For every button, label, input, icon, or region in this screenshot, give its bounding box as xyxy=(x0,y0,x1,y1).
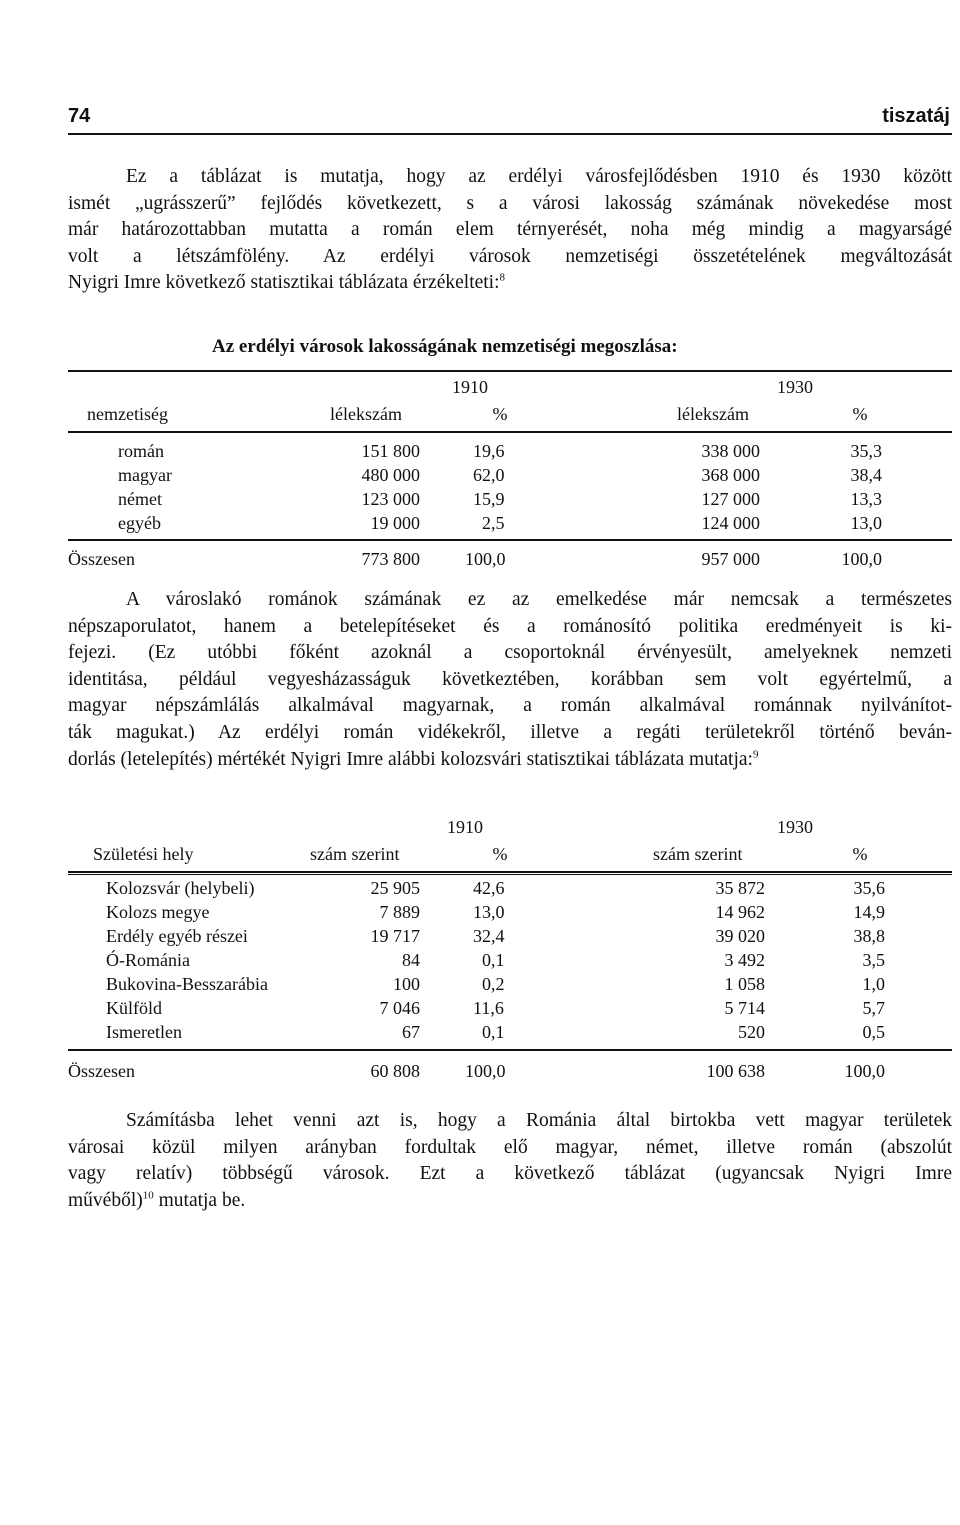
table2-cell-count-1910: 25 905 xyxy=(370,878,420,898)
header-rule xyxy=(68,133,952,135)
table1-total-count-1930: 957 000 xyxy=(701,549,760,569)
page-number: 74 xyxy=(68,105,91,127)
text-line: Számításba lehet venni azt is, hogy a Románia által birtokba vett magyar területek xyxy=(126,1110,952,1131)
table2-col-count-1910: szám szerint xyxy=(310,844,400,864)
table2-cell-count-1910: 84 xyxy=(402,950,420,970)
table1-cell-count-1910: 19 000 xyxy=(370,513,420,533)
table2-cell-pct-1910: 0,1 xyxy=(482,1022,505,1042)
table1-cell-pct-1910: 15,9 xyxy=(473,489,505,509)
table2-cell-count-1910: 67 xyxy=(402,1022,420,1042)
table1-col-count-1930: lélekszám xyxy=(677,404,749,424)
text-line-last xyxy=(68,1188,952,1215)
table2-col-count-1930: szám szerint xyxy=(653,844,743,864)
table2-header-rule xyxy=(68,871,952,873)
table2-col-birthplace: Születési hely xyxy=(93,844,194,864)
table1-cell-count-1930: 124 000 xyxy=(701,513,760,533)
table1-col-pct-1910: % xyxy=(492,404,508,424)
text-line: már határozottabban mutatta a román elem térnyerését, noha még mindig a magyarságé xyxy=(68,219,952,241)
table1-top-rule xyxy=(68,370,952,372)
table2-year-1910: 1910 xyxy=(447,817,483,837)
middle-paragraph xyxy=(68,587,952,773)
table2-cell-count-1910: 100 xyxy=(393,974,420,994)
table2-cell-pct-1910: 32,4 xyxy=(473,926,505,946)
text-line-content: művéből) xyxy=(68,1189,143,1211)
table2-cell-label: Bukovina-Besszarábia xyxy=(106,974,268,994)
table1-cell-pct-1910: 19,6 xyxy=(473,441,505,461)
table2-cell-count-1930: 520 xyxy=(738,1022,765,1042)
table2-cell-pct-1930: 14,9 xyxy=(853,902,885,922)
table2-cell-label: Kolozsvár (helybeli) xyxy=(106,878,255,898)
table2-total-rule xyxy=(68,1049,952,1051)
table1-cell-count-1910: 480 000 xyxy=(361,465,420,485)
table1-total-pct-1910: 100,0 xyxy=(465,549,506,569)
table2-cell-count-1930: 14 962 xyxy=(715,902,765,922)
text-line: Ez a táblázat is mutatja, hogy az erdélyi városfejlődésben 1910 és 1930 között xyxy=(126,166,952,187)
intro-paragraph xyxy=(68,164,952,297)
table2-year-1930: 1930 xyxy=(777,817,813,837)
footnote-ref: 8 xyxy=(499,271,506,284)
table2-cell-count-1930: 1 058 xyxy=(724,974,765,994)
table1-cell-count-1910: 151 800 xyxy=(361,441,420,461)
table1-total-rule xyxy=(68,539,952,541)
table1-total-pct-1930: 100,0 xyxy=(841,549,882,569)
table2-col-pct-1930: % xyxy=(852,844,868,864)
table2-cell-count-1910: 7 046 xyxy=(379,998,420,1018)
text-line: vagy relatív) többségű városok. Ezt a következő táblázat (ugyancsak Nyigri Imre xyxy=(68,1163,952,1185)
table1-cell-label: magyar xyxy=(118,465,172,485)
table2-cell-label: Erdély egyéb részei xyxy=(106,926,248,946)
text-line: városai közül milyen arányban fordultak elő magyar, német, illetve román (abszolút xyxy=(68,1136,952,1158)
table1-cell-count-1930: 127 000 xyxy=(701,489,760,509)
text-line: ták magukat.) Az erdélyi román vidékekről, illetve a regáti területekről történő beván- xyxy=(68,721,952,743)
table1-cell-pct-1930: 38,4 xyxy=(850,465,882,485)
footnote-ref: 9 xyxy=(752,748,759,761)
table2-cell-label: Ismeretlen xyxy=(106,1022,182,1042)
table1-total-label: Összesen xyxy=(68,549,135,569)
text-line-last xyxy=(68,747,952,774)
text-line: volt a létszámfölény. Az erdélyi városok nemzetiségi összetételének megváltozását xyxy=(68,245,952,267)
text-line: magyar népszámlálás alkalmával magyarnak, a román alkalmával románnak nyilvánítot- xyxy=(68,695,952,717)
text-line-last xyxy=(68,270,952,297)
text-line-tail: mutatja be. xyxy=(153,1189,246,1211)
table1-cell-label: román xyxy=(118,441,164,461)
table1-total-count-1910: 773 800 xyxy=(361,549,420,569)
table1-col-pct-1930: % xyxy=(852,404,868,424)
table2-total-pct-1910: 100,0 xyxy=(465,1061,506,1081)
table1-cell-count-1910: 123 000 xyxy=(361,489,420,509)
closing-paragraph xyxy=(68,1108,952,1214)
table2-cell-count-1930: 39 020 xyxy=(715,926,765,946)
table2-col-pct-1910: % xyxy=(492,844,508,864)
table2-cell-pct-1910: 0,1 xyxy=(482,950,505,970)
table1-title: Az erdélyi városok lakosságának nemzetiségi megoszlása: xyxy=(212,336,678,357)
text-line: ismét „ugrásszerű” fejlődés következett, s a városi lakosság számának növekedése most xyxy=(68,192,952,214)
table1-cell-label: egyéb xyxy=(118,513,161,533)
table1-cell-count-1930: 338 000 xyxy=(701,441,760,461)
table2-cell-label: Külföld xyxy=(106,998,162,1018)
table1-col-nationality: nemzetiség xyxy=(87,404,168,424)
table2-total-count-1910: 60 808 xyxy=(370,1061,420,1081)
table2-cell-pct-1930: 1,0 xyxy=(862,974,885,994)
table1-cell-pct-1930: 13,3 xyxy=(850,489,882,509)
footnote-ref: 10 xyxy=(142,1189,154,1202)
table1-col-count-1910: lélekszám xyxy=(330,404,402,424)
table1-cell-pct-1930: 13,0 xyxy=(850,513,882,533)
table2-cell-pct-1930: 35,6 xyxy=(853,878,885,898)
table1-cell-count-1930: 368 000 xyxy=(701,465,760,485)
table2-cell-count-1910: 19 717 xyxy=(370,926,420,946)
table2-cell-label: Kolozs megye xyxy=(106,902,210,922)
table2-header-rule-double xyxy=(68,874,952,875)
text-line: fejezi. (Ez utóbbi főként azoknál a csoportoknál érvényesült, amelyeknek nemzeti xyxy=(68,642,952,664)
table1-cell-pct-1910: 62,0 xyxy=(473,465,505,485)
table2-cell-pct-1910: 13,0 xyxy=(473,902,505,922)
table2-cell-pct-1930: 0,5 xyxy=(862,1022,885,1042)
text-line: A városlakó románok számának ez az emelkedése már nemcsak a természetes xyxy=(126,589,952,610)
text-line-content: dorlás (letelepítés) mértékét Nyigri Imre alábbi kolozsvári statisztikai táblázata mutatja: xyxy=(68,748,753,770)
table2-cell-count-1930: 5 714 xyxy=(724,998,765,1018)
text-line-content: Nyigri Imre következő statisztikai táblázata érzékelteti: xyxy=(68,272,500,294)
table2-cell-label: Ó-Románia xyxy=(106,950,190,970)
table1-cell-pct-1930: 35,3 xyxy=(850,441,882,461)
table2-cell-count-1930: 35 872 xyxy=(715,878,765,898)
table1-cell-label: német xyxy=(118,489,162,509)
table2-total-count-1930: 100 638 xyxy=(706,1061,765,1081)
table2-cell-pct-1930: 38,8 xyxy=(853,926,885,946)
journal-title: tiszatáj xyxy=(882,105,950,127)
table2-cell-pct-1910: 42,6 xyxy=(473,878,505,898)
table1-year-1930: 1930 xyxy=(777,377,813,397)
table2-total-label: Összesen xyxy=(68,1061,135,1081)
table2-cell-count-1930: 3 492 xyxy=(724,950,765,970)
table2-cell-pct-1910: 11,6 xyxy=(473,998,504,1018)
text-line: népszaporulatot, hanem a betelepítéseket és a románosító politika eredményeit is ki- xyxy=(68,615,952,637)
text-line: identitása, például vegyesházasságuk következtében, korábban sem volt egyértelmű, a xyxy=(68,668,952,690)
table1-cell-pct-1910: 2,5 xyxy=(482,513,505,533)
table2-cell-count-1910: 7 889 xyxy=(379,902,420,922)
table1-year-1910: 1910 xyxy=(452,377,488,397)
table2-cell-pct-1930: 5,7 xyxy=(862,998,885,1018)
table1-header-rule xyxy=(68,431,952,433)
table2-cell-pct-1910: 0,2 xyxy=(482,974,505,994)
table2-total-pct-1930: 100,0 xyxy=(844,1061,885,1081)
table2-cell-pct-1930: 3,5 xyxy=(862,950,885,970)
